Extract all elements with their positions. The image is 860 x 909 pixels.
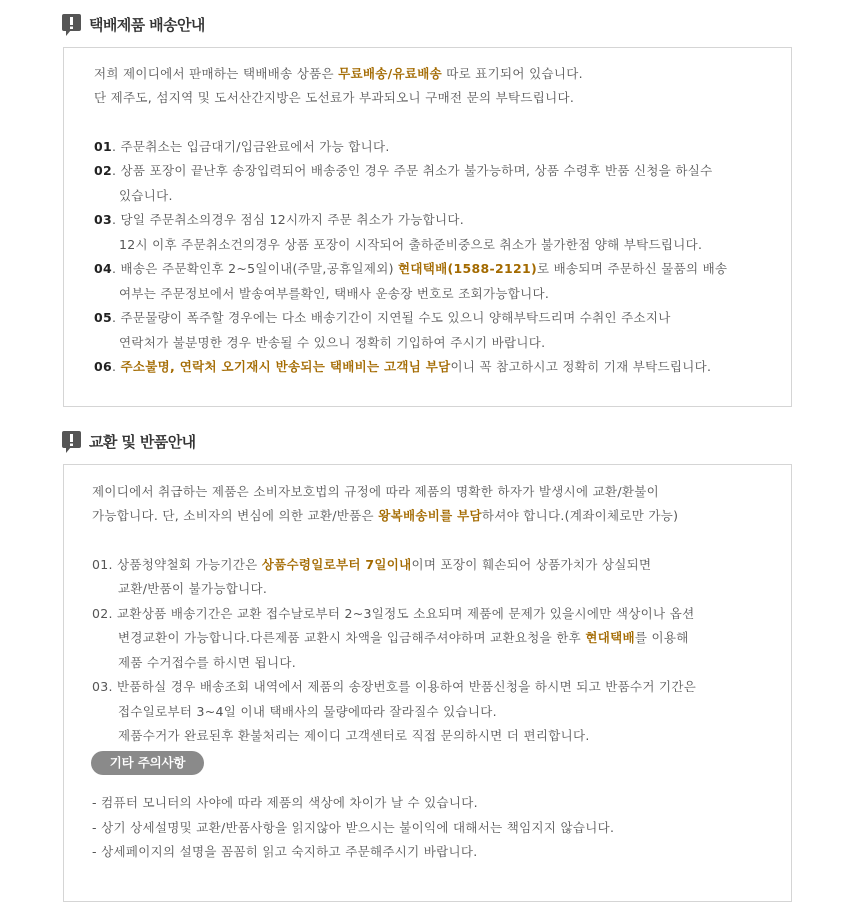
- list-item-continued: 12시 이후 주문취소건의경우 상품 포장이 시작되어 출하준비중으로 취소가 불가한점 양해 부탁드립니다.: [119, 237, 703, 252]
- section-title: 택배제품 배송안내: [89, 15, 205, 34]
- list-item: 01. 주문취소는 입금대기/입금완료에서 가능 합니다.: [94, 139, 390, 154]
- section-title: 교환 및 반품안내: [89, 432, 196, 451]
- list-item: 01. 상품청약철회 가능기간은 상품수령일로부터 7일이내이며 포장이 훼손되어 상품가치가 상실되면: [92, 557, 652, 572]
- shipping-info-box: [63, 47, 792, 407]
- list-item-continued: 있습니다.: [119, 188, 173, 203]
- list-item-continued: 교환/반품이 불가능합니다.: [118, 581, 268, 596]
- list-item-continued: 제품 수거접수를 하시면 됩니다.: [118, 655, 296, 670]
- list-item: 05. 주문물량이 폭주할 경우에는 다소 배송기간이 지연될 수도 있으니 양해부탁드리며 수취인 주소지나: [94, 310, 671, 325]
- list-item: 03. 당일 주문취소의경우 점심 12시까지 주문 취소가 가능합니다.: [94, 212, 464, 227]
- intro-line: 저희 제이디에서 판매하는 택배배송 상품은 무료배송/유료배송 따로 표기되어 있습니다.: [94, 66, 583, 81]
- intro-line: 제이디에서 취급하는 제품은 소비자보호법의 규정에 따라 제품의 명확한 하자가 발생시에 교환/환불이: [92, 484, 659, 499]
- list-item-continued: 접수일로부터 3~4일 이내 택배사의 물량에따라 잘라질수 있습니다.: [118, 704, 497, 719]
- note-item: - 상기 상세설명및 교환/반품사항을 읽지않아 받으시는 불이익에 대해서는 책임지지 않습니다.: [92, 820, 615, 835]
- intro-line: 가능합니다. 단, 소비자의 변심에 의한 교환/반품은 왕복배송비를 부담하셔야 합니다.(계좌이체로만 가능): [92, 508, 679, 523]
- intro-line: 단 제주도, 섬지역 및 도서산간지방은 도선료가 부과되오니 구매전 문의 부탁드립니다.: [94, 90, 575, 105]
- exchange-info-box: [63, 464, 792, 902]
- exclamation-bubble-icon: [62, 431, 81, 451]
- list-item-continued: 변경교환이 가능합니다.다른제품 교환시 차액을 입금해주셔야하며 교환요청을 한후 현대택배를 이용해: [118, 630, 689, 645]
- list-item-continued: 여부는 주문정보에서 발송여부를확인, 택배사 운송장 번호로 조회가능합니다.: [119, 286, 550, 301]
- section-header-shipping: [62, 12, 205, 36]
- list-item-continued: 제품수거가 완료된후 환불처리는 제이디 고객센터로 직접 문의하시면 더 편리합니다.: [118, 728, 590, 743]
- list-item: 02. 교환상품 배송기간은 교환 접수날로부터 2~3일정도 소요되며 제품에 문제가 있을시에만 색상이나 옵션: [92, 606, 695, 621]
- list-item-continued: 연락처가 불분명한 경우 반송될 수 있으니 정확히 기입하여 주시기 바랍니다.: [119, 335, 546, 350]
- list-item: 06. 주소불명, 연락처 오기재시 반송되는 택배비는 고객님 부담이니 꼭 참고하시고 정확히 기재 부탁드립니다.: [94, 359, 712, 374]
- list-item: 04. 배송은 주문확인후 2~5일이내(주말,공휴일제외) 현대택배(1588-2121)로 배송되며 주문하신 물품의 배송: [94, 261, 728, 276]
- list-item: 03. 반품하실 경우 배송조회 내역에서 제품의 송장번호를 이용하여 반품신청을 하시면 되고 반품수거 기간은: [92, 679, 697, 694]
- note-item: - 컴퓨터 모니터의 사야에 따라 제품의 색상에 차이가 날 수 있습니다.: [92, 795, 478, 810]
- section-header-exchange: [62, 429, 195, 453]
- list-item: 02. 상품 포장이 끝난후 송장입력되어 배송중인 경우 주문 취소가 불가능하며, 상품 수령후 반품 신청을 하실수: [94, 163, 713, 178]
- note-item: - 상세페이지의 설명을 꼼꼼히 읽고 숙지하고 주문해주시기 바랍니다.: [92, 844, 478, 859]
- etc-notes-badge: 기타 주의사항: [91, 751, 204, 775]
- exclamation-bubble-icon: [62, 14, 81, 34]
